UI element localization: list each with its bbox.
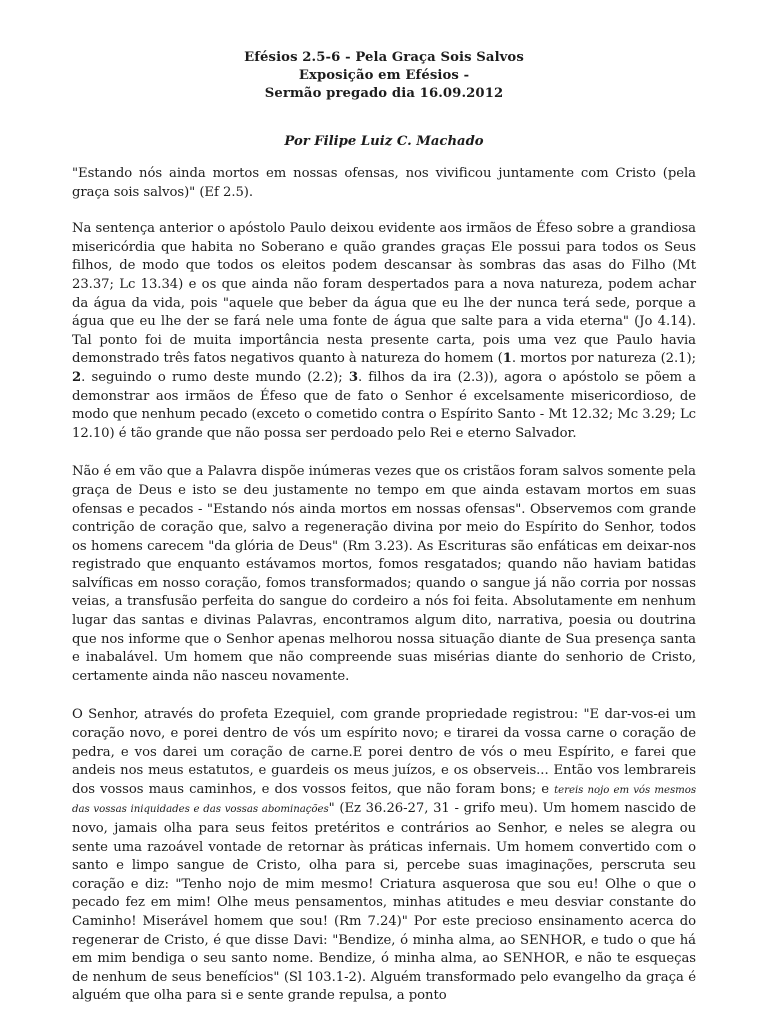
paragraph-3-text-b: " (Ez 36.26-27, 31 - grifo meu). Um homem nascido de novo, jamais olha para seus feitos pretéritos e contrários ao Senhor, e neles se alegra ou sente uma razoável vontade de retornar às práticas infernais. Um homem convertido com o santo e limpo sangue de Cristo, olha para si, percebe suas imaginações, perscruta seu coração e diz: "Tenho nojo de mim mesmo! Criatura asquerosa que sou eu! Olhe o que o pecado fez em mim! Olhe meus pensamentos, minhas atitudes e meu desviar constante do Caminho! Miserável homem que sou! (Rm 7.24)" Por este precioso ensinamento acerca do regenerar de Cristo, é que disse Davi: "Bendize, ó minha alma, ao SENHOR, e tudo o que há em mim bendiga o seu santo nome. Bendize, ó minha alma, ao SENHOR, e não te esqueças de nenhum de seus benefícios" (Sl 103.1-2). Alguém transformado pelo evangelho da graça é alguém que olha para si e sente grande repulsa, a ponto (72, 801, 697, 1004)
document-header (72, 49, 696, 103)
paragraph-1-text-d: . filhos da ira (2.3)), agora o apóstolo se põem a demonstrar aos irmãos de Éfeso que de fato o Senhor é excelsamente misericordioso, de modo que nenhum pecado (exceto o cometido contra o Espírito Santo - Mt 12.32; Mc 3.29; Lc 12.10) é tão grande que não possa ser perdoado pelo Rei e eterno Salvador. (72, 369, 696, 441)
document-body (72, 165, 696, 1006)
author-line: Por Filipe Luiz C. Machado (284, 134, 484, 149)
paragraph-3-text-a: O Senhor, através do profeta Ezequiel, com grande propriedade registrou: "E dar-vos-ei um coração novo, e porei dentro de vós um espírito novo; e tirarei da vossa carne o coração de pedra, e vos darei um coração de carne.E porei dentro de vós o meu Espírito, e farei que andeis nos meus estatutos, e guardeis os meus juízos, e os observeis... Então vos lembrareis dos vossos maus caminhos, e dos vossos feitos, que não foram bons; e (72, 707, 696, 797)
emphasized-quote: tereis nojo em vós mesmos das vossas iniquidades e das vossas abominações (72, 784, 696, 816)
opening-quote: "Estando nós ainda mortos em nossas ofensas, nos vivificou juntamente com Cristo (pela graça sois salvos)" (Ef 2.5). (72, 166, 696, 200)
paragraph-1-text-a: Na sentença anterior o apóstolo Paulo deixou evidente aos irmãos de Éfeso sobre a grandiosa misericórdia que habita no Soberano e quão grandes graças Ele possui para todos os Seus filhos, de modo que todos os eleitos podem descansar às sombras das asas do Filho (Mt 23.37; Lc 13.34) e os que ainda não foram despertados para a nova natureza, podem achar da água da vida, pois "aquele que beber da água que eu lhe der nunca terá sede, porque a água que eu lhe der se fará nele uma fonte de água que salte para a vida eterna" (Jo 4.14). Tal ponto foi de muita importância nesta presente carta, pois uma vez que Paulo havia demonstrado três fatos negativos quanto à natureza do homem ( (72, 221, 696, 367)
title-line: Efésios 2.5-6 - Pela Graça Sois Salvos (244, 50, 524, 65)
paragraph-1-text-b: . mortos por natureza (2.1); (511, 351, 696, 367)
date-line: Sermão pregado dia 16.09.2012 (264, 86, 504, 101)
paragraph-2: Não é em vão que a Palavra dispõe inúmeras vezes que os cristãos foram salvos somente pela graça de Deus e isto se deu justamente no tempo em que ainda estavam mortos em suas ofensas e pecados - "Estando nós ainda mortos em nossas ofensas". Observemos com grande contrição de coração que, salvo a regeneração divina por meio do Espírito do Senhor, todos os homens carecem "da glória de Deus" (Rm 3.23). As Escrituras são enfáticas em deixar-nos registrado que enquanto estávamos mortos, fomos resgatados; quando não haviam batidas salvíficas em nosso coração, fomos transformados; quando o sangue já não corria por nossas veias, a transfusão perfeita do sangue do cordeiro a nós foi feita. Absolutamente em nenhum lugar das santas e divinas Palavras, encontramos algum dito, narrativa, poesia ou doutrina que nos informe que o Senhor apenas melhorou nossa situação diante de Sua presença santa e inabalável. Um homem que não compreende suas misérias diante do senhorio de Cristo, certamente ainda não nasceu novamente. (72, 464, 696, 684)
paragraph-3 (72, 706, 696, 1006)
list-number-2: 2 (72, 369, 82, 385)
paragraph-1 (72, 220, 696, 443)
list-number-1: 1 (502, 351, 512, 367)
list-number-3: 3 (348, 369, 358, 385)
subtitle-line: Exposição em Efésios - (298, 68, 470, 83)
paragraph-1-text-c: . seguindo o rumo deste mundo (2.2); (81, 369, 349, 385)
